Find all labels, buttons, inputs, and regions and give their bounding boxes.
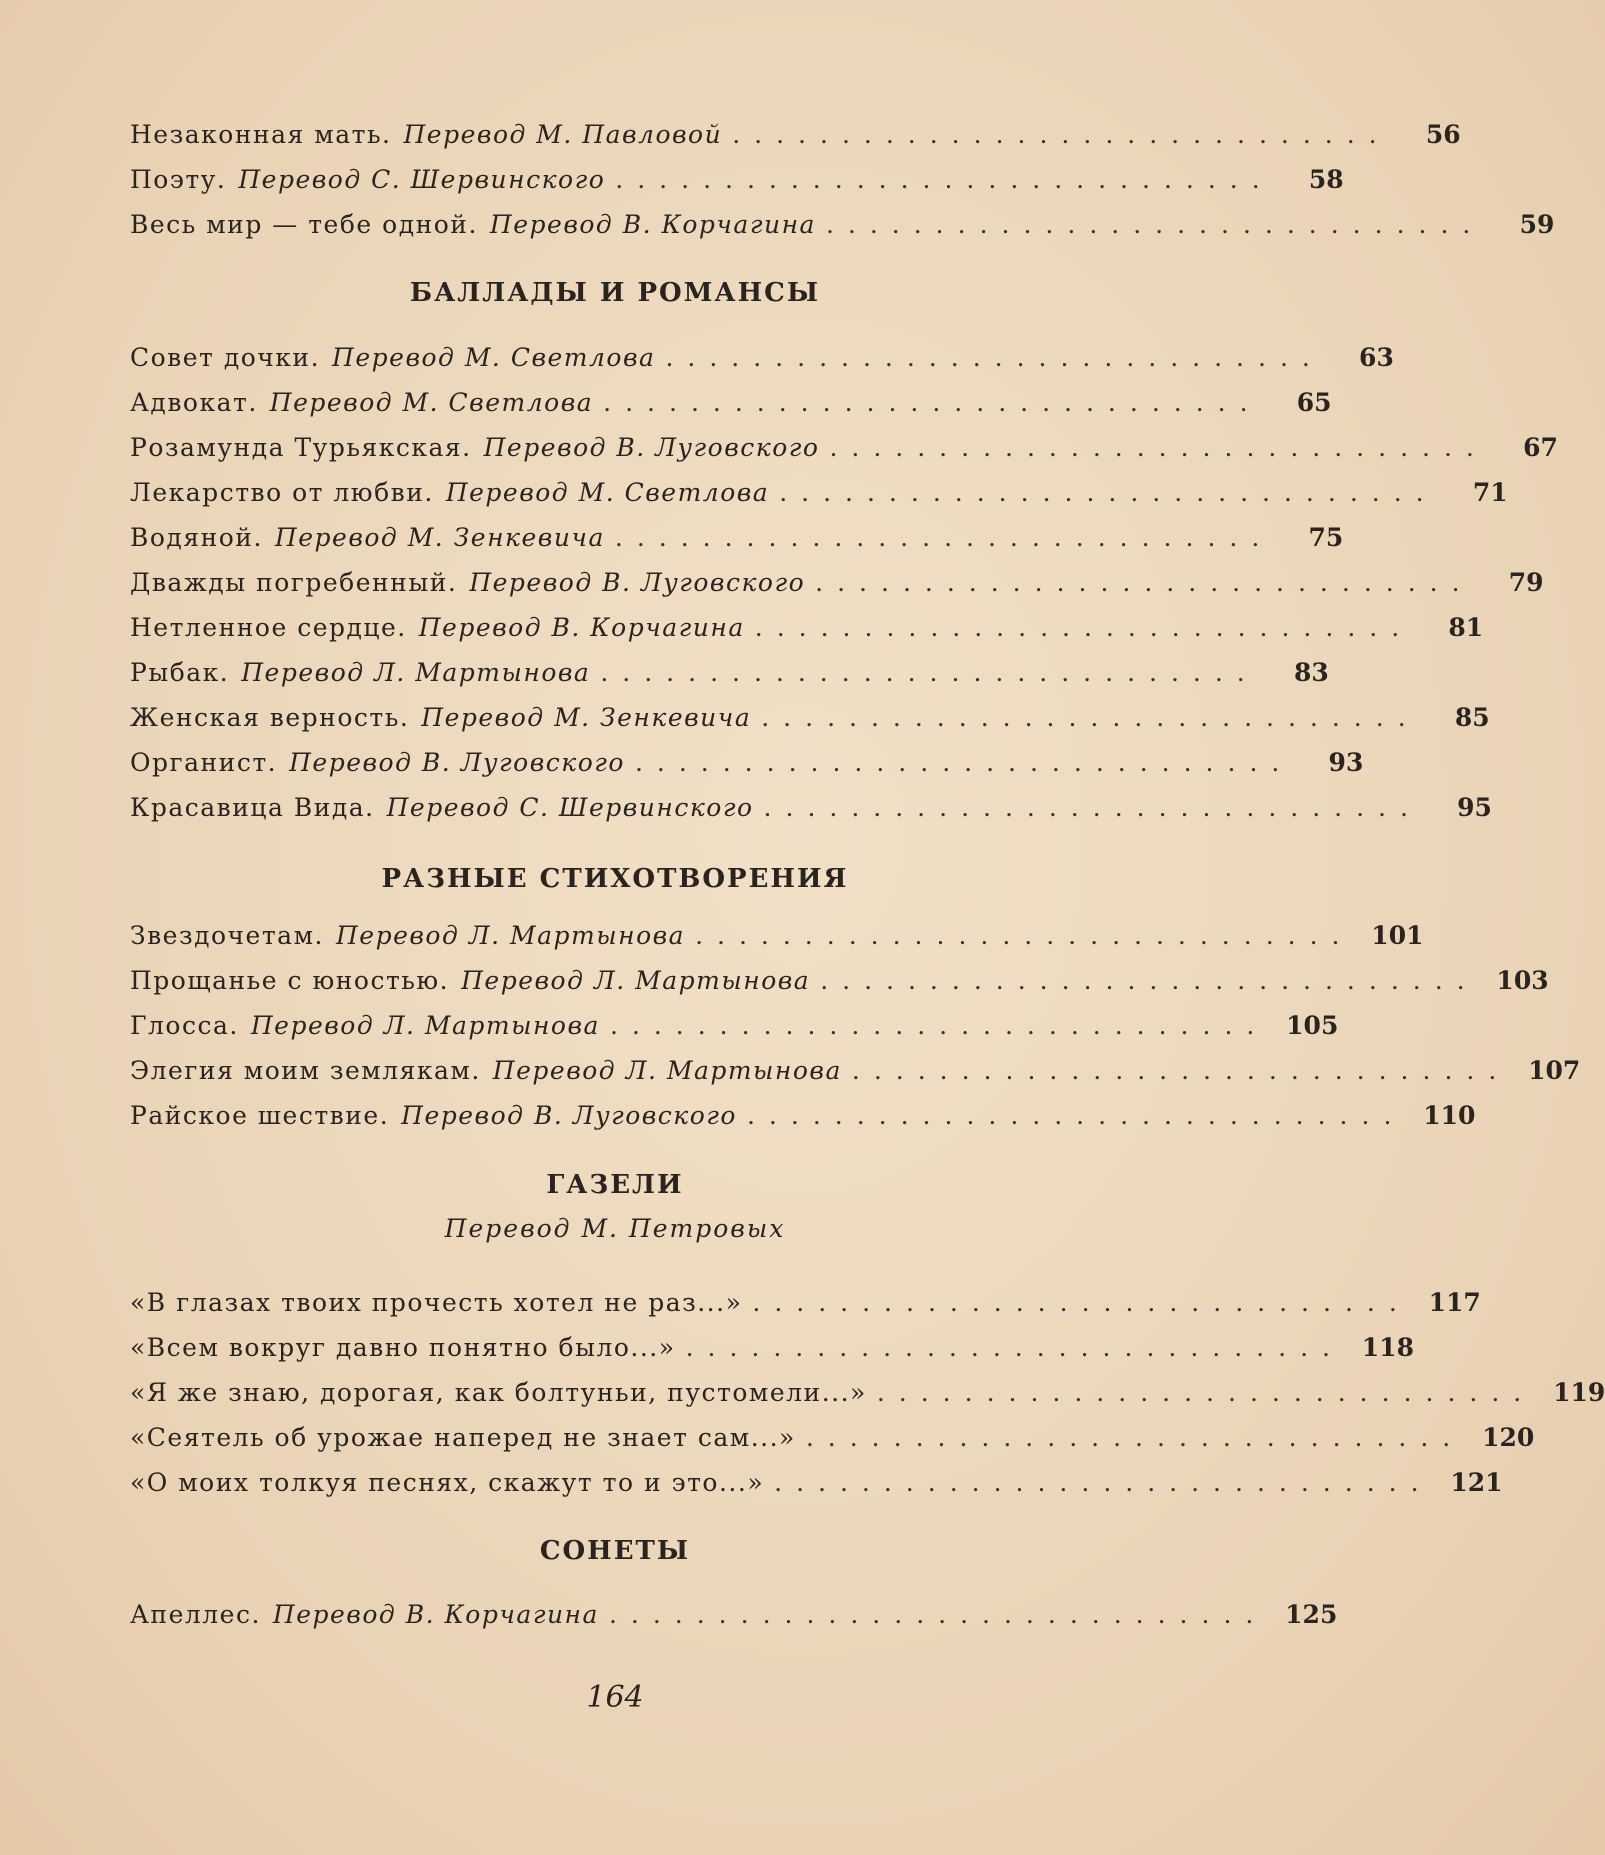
toc-entry xyxy=(130,1460,1503,1504)
section-heading: БАЛЛАДЫ И РОМАНСЫ xyxy=(409,278,821,308)
page-number: 63 xyxy=(1359,342,1394,372)
leader-dots: .............................. xyxy=(815,567,1474,597)
entry-translator: Перевод В. Луговского xyxy=(289,747,625,777)
entry-translator: Перевод В. Корчагина xyxy=(272,1599,599,1629)
toc-entry xyxy=(130,740,1364,784)
toc-entry xyxy=(130,335,1394,379)
page-number: 119 xyxy=(1553,1377,1605,1407)
entry-title: Адвокат. xyxy=(130,387,258,417)
toc-entry xyxy=(130,913,1424,957)
page-number: 105 xyxy=(1286,1010,1339,1040)
page-number: 85 xyxy=(1454,702,1490,732)
entry-title: Поэту. xyxy=(130,164,227,194)
page-folio: 164 xyxy=(586,1680,644,1715)
leader-dots: .............................. xyxy=(761,702,1420,732)
entry-title: Водяной. xyxy=(130,522,263,552)
toc-entry xyxy=(130,380,1332,424)
leader-dots: .............................. xyxy=(820,965,1479,995)
entry-translator: Перевод В. Корчагина xyxy=(489,209,816,239)
entry-translator: Перевод М. Светлова xyxy=(269,387,594,417)
toc-entry xyxy=(130,202,1555,246)
page-number: 59 xyxy=(1519,209,1555,239)
entry-title: Розамунда Турьякская. xyxy=(130,432,472,462)
entry-translator: Перевод В. Луговского xyxy=(401,1100,737,1130)
entry-translator: Перевод С. Шервинского xyxy=(386,792,754,822)
entry-title: Женская верность. xyxy=(130,702,410,732)
toc-entry xyxy=(130,650,1329,694)
leader-dots: .............................. xyxy=(851,1055,1511,1085)
leader-dots: .............................. xyxy=(603,387,1262,417)
page-number: 83 xyxy=(1293,657,1329,687)
page-number: 125 xyxy=(1285,1599,1338,1629)
entry-title: Красавица Вида. xyxy=(130,792,375,822)
entry-translator: Перевод М. Зенкевича xyxy=(274,522,605,552)
page-number: 71 xyxy=(1472,477,1508,507)
toc-entry xyxy=(130,785,1492,829)
page-number: 65 xyxy=(1296,387,1332,417)
page-number: 93 xyxy=(1328,747,1364,777)
page-number: 95 xyxy=(1457,792,1492,822)
toc-entry xyxy=(130,1370,1605,1414)
leader-dots: .............................. xyxy=(829,432,1488,462)
entry-translator: Перевод М. Светлова xyxy=(332,342,656,372)
toc-entry xyxy=(130,695,1490,739)
entry-title: Звездочетам. xyxy=(130,920,324,950)
entry-title: Нетленное сердце. xyxy=(130,612,407,642)
entry-translator: Перевод М. Зенкевича xyxy=(421,702,752,732)
toc-entry xyxy=(130,1093,1476,1137)
entry-title: Глосса. xyxy=(130,1010,239,1040)
leader-dots: .............................. xyxy=(685,1332,1344,1362)
leader-dots: .............................. xyxy=(779,477,1438,507)
page-number: 101 xyxy=(1371,920,1424,950)
section-heading: РАЗНЫЕ СТИХОТВОРЕНИЯ xyxy=(381,864,849,894)
leader-dots: .............................. xyxy=(805,1422,1465,1452)
toc-entry xyxy=(130,958,1549,1002)
entry-translator: Перевод Л. Мартынова xyxy=(492,1055,842,1085)
entry-translator: Перевод С. Шервинского xyxy=(238,164,606,194)
entry-title: «Я же знаю, дорогая, как болтуньи, пустомели...» xyxy=(130,1377,867,1407)
section-subheading: Перевод М. Петровых xyxy=(444,1214,786,1243)
page-number: 118 xyxy=(1361,1332,1414,1362)
page-number: 58 xyxy=(1308,164,1344,194)
page-number: 75 xyxy=(1308,522,1344,552)
page-number: 110 xyxy=(1423,1100,1476,1130)
leader-dots: .............................. xyxy=(665,342,1324,372)
entry-translator: Перевод М. Павловой xyxy=(403,119,723,149)
entry-translator: Перевод Л. Мартынова xyxy=(250,1010,600,1040)
toc-entry xyxy=(130,425,1558,469)
leader-dots: .............................. xyxy=(763,792,1422,822)
leader-dots: .............................. xyxy=(695,920,1354,950)
entry-title: Элегия моим землякам. xyxy=(130,1055,481,1085)
section-heading: СОНЕТЫ xyxy=(539,1536,691,1566)
leader-dots: .............................. xyxy=(614,522,1274,552)
leader-dots: .............................. xyxy=(609,1010,1269,1040)
entry-translator: Перевод В. Луговского xyxy=(469,567,806,597)
page-number: 103 xyxy=(1496,965,1549,995)
leader-dots: .............................. xyxy=(752,1287,1411,1317)
page-number: 107 xyxy=(1528,1055,1581,1085)
entry-translator: Перевод М. Светлова xyxy=(445,477,770,507)
toc-entry xyxy=(130,560,1544,604)
leader-dots: .............................. xyxy=(732,119,1391,149)
leader-dots: .............................. xyxy=(615,164,1274,194)
toc-entry xyxy=(130,1415,1535,1459)
leader-dots: .............................. xyxy=(825,209,1485,239)
leader-dots: .............................. xyxy=(608,1599,1268,1629)
entry-title: «Всем вокруг давно понятно было...» xyxy=(130,1332,676,1362)
toc-entry xyxy=(130,1048,1581,1092)
toc-entry xyxy=(130,1280,1481,1324)
leader-dots: .............................. xyxy=(774,1467,1433,1497)
leader-dots: .............................. xyxy=(754,612,1414,642)
page-number: 67 xyxy=(1523,432,1558,462)
entry-title: Совет дочки. xyxy=(130,342,321,372)
entry-title: «О моих толкуя песнях, скажут то и это...» xyxy=(130,1467,765,1497)
page-number: 56 xyxy=(1425,119,1461,149)
entry-title: Органист. xyxy=(130,747,278,777)
entry-title: Рыбак. xyxy=(130,657,230,687)
entry-title: «В глазах твоих прочесть хотел не раз...» xyxy=(130,1287,743,1317)
entry-title: Прощанье с юностью. xyxy=(130,965,450,995)
entry-translator: Перевод В. Корчагина xyxy=(418,612,745,642)
page-number: 117 xyxy=(1428,1287,1481,1317)
entry-title: «Сеятель об урожае наперед не знает сам...» xyxy=(130,1422,796,1452)
section-heading: ГАЗЕЛИ xyxy=(546,1170,684,1200)
toc-entry xyxy=(130,1325,1414,1369)
entry-title: Незаконная мать. xyxy=(130,119,392,149)
leader-dots: .............................. xyxy=(634,747,1294,777)
entry-translator: Перевод Л. Мартынова xyxy=(335,920,686,950)
toc-entry xyxy=(130,157,1344,201)
leader-dots: .............................. xyxy=(876,1377,1536,1407)
page-number: 79 xyxy=(1508,567,1544,597)
page-number: 121 xyxy=(1450,1467,1503,1497)
entry-title: Райское шествие. xyxy=(130,1100,390,1130)
leader-dots: .............................. xyxy=(746,1100,1406,1130)
entry-title: Дважды погребенный. xyxy=(130,567,458,597)
entry-translator: Перевод В. Луговского xyxy=(483,432,820,462)
entry-title: Апеллес. xyxy=(130,1599,261,1629)
entry-translator: Перевод Л. Мартынова xyxy=(461,965,811,995)
leader-dots: .............................. xyxy=(600,657,1259,687)
entry-title: Лекарство от любви. xyxy=(130,477,434,507)
toc-entry xyxy=(130,515,1344,559)
toc-entry xyxy=(130,112,1461,156)
toc-entry xyxy=(130,470,1508,514)
entry-translator: Перевод Л. Мартынова xyxy=(241,657,591,687)
page-number: 120 xyxy=(1482,1422,1535,1452)
page-number: 81 xyxy=(1448,612,1484,642)
toc-entry xyxy=(130,605,1484,649)
entry-title: Весь мир — тебе одной. xyxy=(130,209,478,239)
toc-entry xyxy=(130,1003,1339,1047)
toc-entry xyxy=(130,1592,1338,1636)
